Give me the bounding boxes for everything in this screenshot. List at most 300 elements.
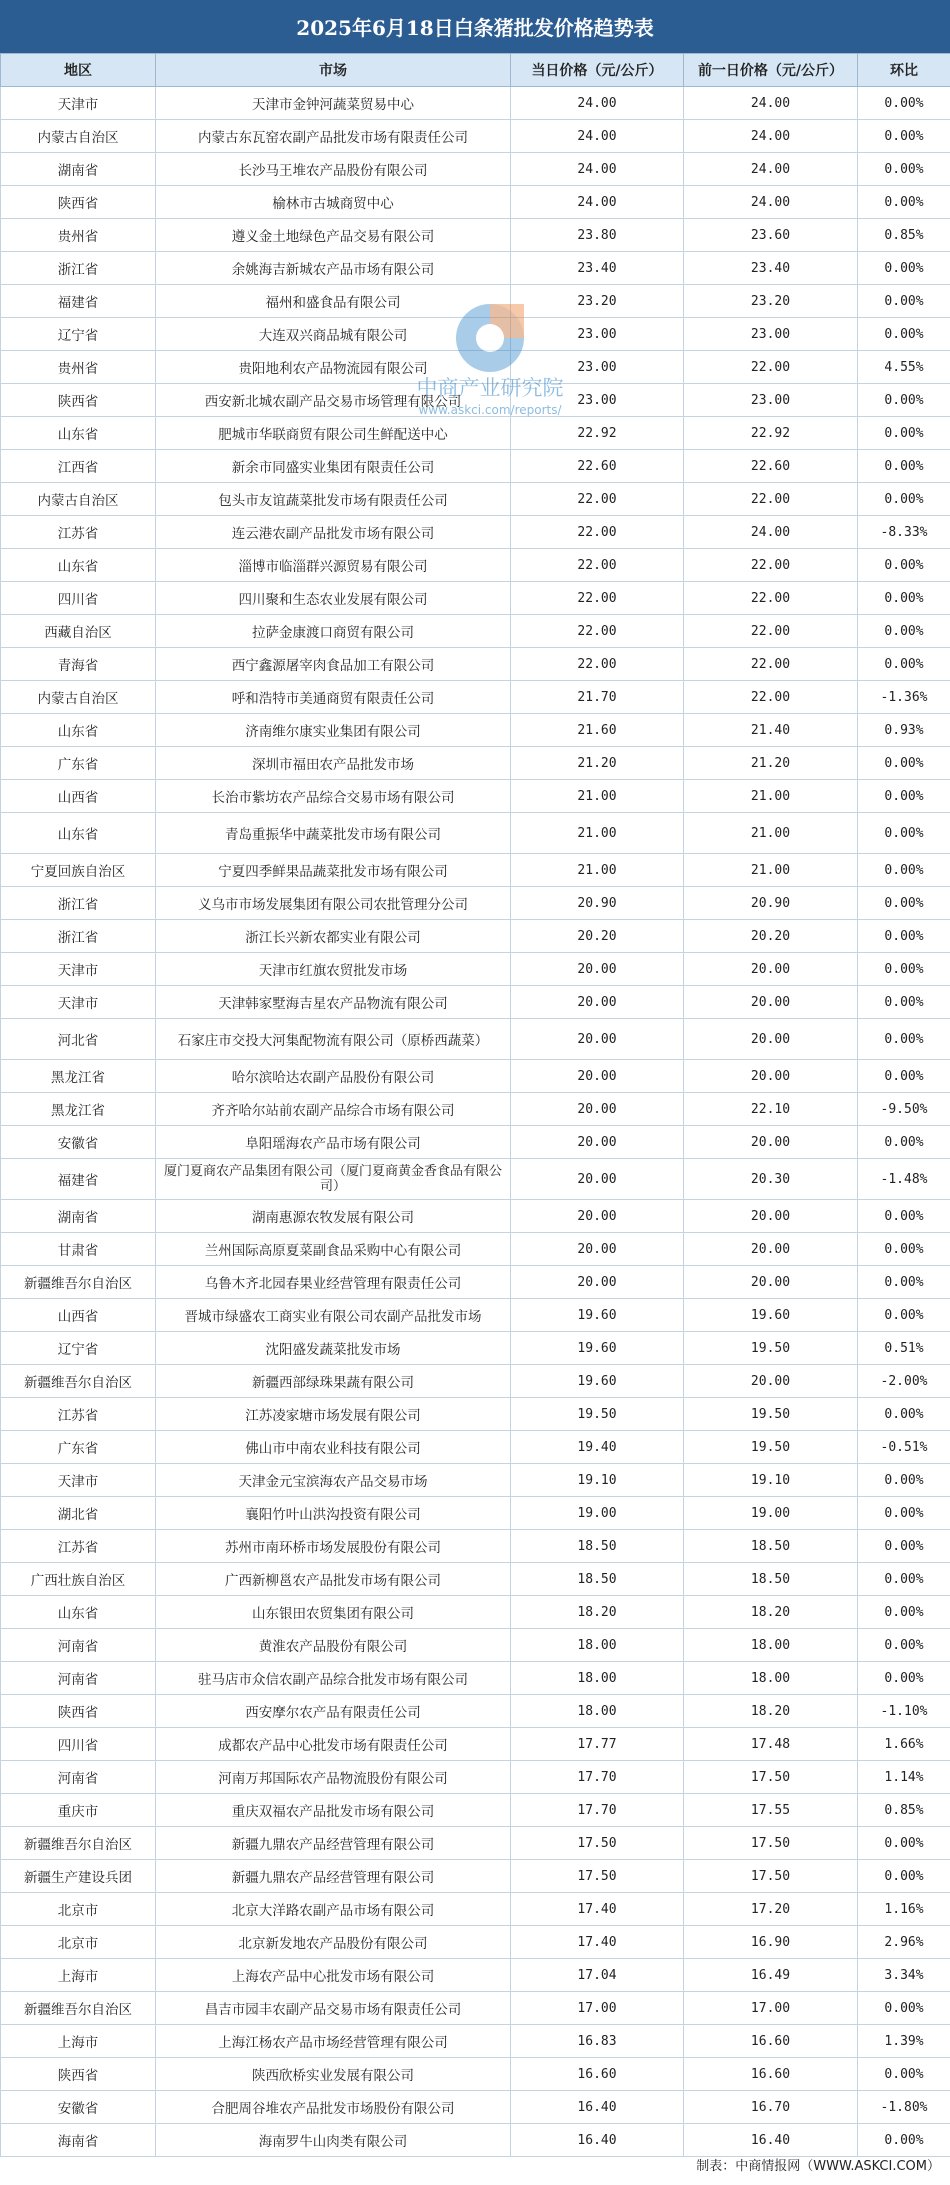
cell-today-price: 19.00 [511,1497,684,1530]
cell-prev-price: 20.00 [684,986,858,1019]
cell-change: 0.00% [858,813,950,854]
cell-region: 江苏省 [1,1398,156,1431]
cell-prev-price: 24.00 [684,87,858,120]
cell-region: 天津市 [1,986,156,1019]
cell-today-price: 20.00 [511,1159,684,1200]
cell-prev-price: 19.50 [684,1332,858,1365]
cell-change: 0.00% [858,1827,950,1860]
header-row [1,54,950,87]
table-row [1,219,950,252]
cell-market: 河南万邦国际农产品物流股份有限公司 [156,1761,511,1794]
cell-market: 晋城市绿盛农工商实业有限公司农副产品批发市场 [156,1299,511,1332]
cell-change: 0.00% [858,1299,950,1332]
cell-market: 浙江长兴新农都实业有限公司 [156,920,511,953]
cell-prev-price: 22.10 [684,1093,858,1126]
cell-change: 0.00% [858,953,950,986]
cell-change: 0.00% [858,87,950,120]
cell-prev-price: 24.00 [684,516,858,549]
cell-market: 新疆西部绿珠果蔬有限公司 [156,1365,511,1398]
cell-region: 山西省 [1,780,156,813]
table-row [1,648,950,681]
cell-prev-price: 22.00 [684,648,858,681]
cell-today-price: 21.20 [511,747,684,780]
cell-prev-price: 17.48 [684,1728,858,1761]
table-row [1,153,950,186]
cell-today-price: 16.83 [511,2025,684,2058]
cell-prev-price: 16.60 [684,2058,858,2091]
table-row [1,186,950,219]
cell-region: 辽宁省 [1,318,156,351]
cell-prev-price: 17.00 [684,1992,858,2025]
cell-change: -2.00% [858,1365,950,1398]
cell-region: 山东省 [1,1596,156,1629]
cell-change: 1.39% [858,2025,950,2058]
cell-today-price: 17.00 [511,1992,684,2025]
cell-today-price: 19.40 [511,1431,684,1464]
cell-region: 江苏省 [1,1530,156,1563]
cell-region: 内蒙古自治区 [1,681,156,714]
cell-change: 0.00% [858,2124,950,2157]
table-row [1,1398,950,1431]
cell-prev-price: 24.00 [684,120,858,153]
cell-market: 天津韩家墅海吉星农产品物流有限公司 [156,986,511,1019]
cell-prev-price: 24.00 [684,153,858,186]
cell-today-price: 21.60 [511,714,684,747]
cell-change: 0.00% [858,920,950,953]
cell-region: 山东省 [1,714,156,747]
header-change: 环比 [858,54,950,87]
cell-prev-price: 23.00 [684,384,858,417]
cell-change: 0.00% [858,1563,950,1596]
cell-change: 0.00% [858,1200,950,1233]
cell-region: 青海省 [1,648,156,681]
table-row [1,1563,950,1596]
header-market: 市场 [156,54,511,87]
cell-region: 新疆维吾尔自治区 [1,1365,156,1398]
cell-change: -1.48% [858,1159,950,1200]
cell-change: 0.00% [858,615,950,648]
cell-today-price: 19.60 [511,1332,684,1365]
header-prev-price: 前一日价格（元/公斤） [684,54,858,87]
cell-today-price: 18.00 [511,1695,684,1728]
table-row [1,1266,950,1299]
cell-prev-price: 23.40 [684,252,858,285]
table-row [1,120,950,153]
cell-today-price: 23.80 [511,219,684,252]
cell-region: 新疆生产建设兵团 [1,1860,156,1893]
cell-region: 山东省 [1,549,156,582]
table-row [1,417,950,450]
cell-market: 四川聚和生态农业发展有限公司 [156,582,511,615]
cell-market: 齐齐哈尔站前农副产品综合市场有限公司 [156,1093,511,1126]
cell-change: 0.00% [858,1398,950,1431]
cell-market: 昌吉市园丰农副产品交易市场有限责任公司 [156,1992,511,2025]
table-row [1,516,950,549]
cell-change: 0.00% [858,417,950,450]
cell-change: 0.00% [858,582,950,615]
cell-prev-price: 20.30 [684,1159,858,1200]
cell-region: 陕西省 [1,384,156,417]
cell-region: 北京市 [1,1893,156,1926]
price-table [0,53,950,2157]
cell-change: 0.00% [858,483,950,516]
cell-region: 河北省 [1,1019,156,1060]
cell-change: 0.00% [858,1596,950,1629]
cell-today-price: 17.50 [511,1860,684,1893]
cell-market: 上海农产品中心批发市场有限公司 [156,1959,511,1992]
cell-today-price: 20.00 [511,1126,684,1159]
cell-prev-price: 20.00 [684,953,858,986]
cell-prev-price: 21.20 [684,747,858,780]
cell-prev-price: 19.50 [684,1431,858,1464]
cell-region: 江西省 [1,450,156,483]
cell-market: 新疆九鼎农产品经营管理有限公司 [156,1827,511,1860]
cell-region: 浙江省 [1,252,156,285]
cell-change: 3.34% [858,1959,950,1992]
cell-change: 0.00% [858,450,950,483]
cell-change: 0.00% [858,1530,950,1563]
table-row [1,1464,950,1497]
cell-change: 0.85% [858,1794,950,1827]
table-row [1,986,950,1019]
cell-change: 0.00% [858,2058,950,2091]
cell-region: 贵州省 [1,351,156,384]
cell-today-price: 19.60 [511,1365,684,1398]
cell-today-price: 19.10 [511,1464,684,1497]
cell-prev-price: 21.00 [684,780,858,813]
cell-market: 余姚海吉新城农产品市场有限公司 [156,252,511,285]
table-row [1,384,950,417]
cell-today-price: 22.92 [511,417,684,450]
cell-region: 新疆维吾尔自治区 [1,1827,156,1860]
table-row [1,1126,950,1159]
cell-today-price: 17.77 [511,1728,684,1761]
cell-change: 0.51% [858,1332,950,1365]
table-row [1,1959,950,1992]
cell-change: 0.00% [858,1662,950,1695]
cell-change: 0.00% [858,747,950,780]
cell-region: 黑龙江省 [1,1093,156,1126]
cell-today-price: 18.00 [511,1662,684,1695]
cell-change: 0.00% [858,780,950,813]
cell-market: 兰州国际高原夏菜副食品采购中心有限公司 [156,1233,511,1266]
cell-region: 重庆市 [1,1794,156,1827]
table-row [1,87,950,120]
cell-region: 黑龙江省 [1,1060,156,1093]
cell-change: 0.00% [858,1060,950,1093]
cell-today-price: 24.00 [511,153,684,186]
cell-prev-price: 18.00 [684,1662,858,1695]
cell-market: 石家庄市交投大河集配物流有限公司（原桥西蔬菜） [156,1019,511,1060]
cell-market: 黄淮农产品股份有限公司 [156,1629,511,1662]
cell-change: 0.00% [858,120,950,153]
cell-change: 0.00% [858,1860,950,1893]
cell-change: -1.10% [858,1695,950,1728]
cell-region: 江苏省 [1,516,156,549]
table-row [1,1019,950,1060]
cell-today-price: 21.00 [511,780,684,813]
header-today-price: 当日价格（元/公斤） [511,54,684,87]
header-region: 地区 [1,54,156,87]
cell-region: 广东省 [1,747,156,780]
cell-change: 0.00% [858,887,950,920]
cell-market: 榆林市古城商贸中心 [156,186,511,219]
cell-change: 0.00% [858,1992,950,2025]
cell-market: 山东银田农贸集团有限公司 [156,1596,511,1629]
table-row [1,1728,950,1761]
cell-prev-price: 20.00 [684,1233,858,1266]
cell-market: 北京新发地农产品股份有限公司 [156,1926,511,1959]
cell-prev-price: 20.90 [684,887,858,920]
cell-region: 新疆维吾尔自治区 [1,1992,156,2025]
cell-region: 辽宁省 [1,1332,156,1365]
watermark-url: www.askci.com/reports/ [418,403,562,417]
cell-today-price: 22.60 [511,450,684,483]
cell-today-price: 19.60 [511,1299,684,1332]
cell-today-price: 17.70 [511,1761,684,1794]
cell-prev-price: 16.70 [684,2091,858,2124]
table-row [1,549,950,582]
table-row [1,1860,950,1893]
cell-today-price: 17.40 [511,1893,684,1926]
cell-prev-price: 22.00 [684,351,858,384]
cell-today-price: 22.00 [511,648,684,681]
cell-change: 0.00% [858,549,950,582]
cell-today-price: 18.00 [511,1629,684,1662]
table-row [1,1060,950,1093]
cell-change: 0.00% [858,986,950,1019]
cell-today-price: 23.40 [511,252,684,285]
cell-market: 海南罗牛山肉类有限公司 [156,2124,511,2157]
cell-prev-price: 23.20 [684,285,858,318]
cell-region: 贵州省 [1,219,156,252]
cell-change: 1.14% [858,1761,950,1794]
cell-today-price: 18.20 [511,1596,684,1629]
table-row [1,483,950,516]
cell-region: 河南省 [1,1761,156,1794]
table-row [1,1794,950,1827]
cell-today-price: 19.50 [511,1398,684,1431]
cell-prev-price: 20.00 [684,1266,858,1299]
cell-prev-price: 19.10 [684,1464,858,1497]
table-row [1,854,950,887]
cell-market: 广西新柳邕农产品批发市场有限公司 [156,1563,511,1596]
table-row [1,1332,950,1365]
cell-market: 阜阳瑶海农产品市场有限公司 [156,1126,511,1159]
table-row [1,1200,950,1233]
cell-today-price: 22.00 [511,483,684,516]
cell-region: 四川省 [1,582,156,615]
cell-region: 山东省 [1,417,156,450]
cell-today-price: 23.00 [511,384,684,417]
cell-market: 佛山市中南农业科技有限公司 [156,1431,511,1464]
cell-change: 2.96% [858,1926,950,1959]
cell-market: 宁夏四季鲜果品蔬菜批发市场有限公司 [156,854,511,887]
table-row [1,953,950,986]
table-row [1,1926,950,1959]
table-row [1,1761,950,1794]
cell-today-price: 17.40 [511,1926,684,1959]
cell-market: 拉萨金康渡口商贸有限公司 [156,615,511,648]
cell-prev-price: 20.00 [684,1365,858,1398]
cell-today-price: 17.04 [511,1959,684,1992]
table-row [1,615,950,648]
table-row [1,681,950,714]
cell-prev-price: 16.49 [684,1959,858,1992]
cell-prev-price: 22.00 [684,681,858,714]
cell-region: 湖南省 [1,153,156,186]
cell-today-price: 24.00 [511,186,684,219]
cell-change: -8.33% [858,516,950,549]
cell-region: 内蒙古自治区 [1,120,156,153]
cell-prev-price: 17.50 [684,1761,858,1794]
cell-market: 青岛重振华中蔬菜批发市场有限公司 [156,813,511,854]
table-row [1,1662,950,1695]
cell-market: 苏州市南环桥市场发展股份有限公司 [156,1530,511,1563]
source-note: 制表：中商情报网（WWW.ASKCI.COM） [696,2159,940,2174]
cell-prev-price: 21.40 [684,714,858,747]
cell-prev-price: 19.00 [684,1497,858,1530]
table-row [1,1629,950,1662]
cell-change: 0.00% [858,384,950,417]
table-row [1,747,950,780]
cell-today-price: 18.50 [511,1563,684,1596]
cell-market: 陕西欣桥实业发展有限公司 [156,2058,511,2091]
cell-market: 肥城市华联商贸有限公司生鲜配送中心 [156,417,511,450]
table-row [1,2025,950,2058]
table-row [1,1299,950,1332]
cell-market: 合肥周谷堆农产品批发市场股份有限公司 [156,2091,511,2124]
cell-today-price: 20.90 [511,887,684,920]
table-row [1,780,950,813]
cell-region: 宁夏回族自治区 [1,854,156,887]
cell-change: 0.00% [858,854,950,887]
cell-market: 西宁鑫源屠宰肉食品加工有限公司 [156,648,511,681]
table-row [1,1893,950,1926]
cell-market: 大连双兴商品城有限公司 [156,318,511,351]
table-row [1,450,950,483]
cell-prev-price: 22.00 [684,582,858,615]
cell-prev-price: 18.50 [684,1563,858,1596]
cell-today-price: 23.00 [511,318,684,351]
cell-market: 义乌市市场发展集团有限公司农批管理分公司 [156,887,511,920]
cell-change: 1.66% [858,1728,950,1761]
cell-prev-price: 20.00 [684,1060,858,1093]
cell-market: 上海江杨农产品市场经营管理有限公司 [156,2025,511,2058]
cell-region: 上海市 [1,2025,156,2058]
cell-prev-price: 21.00 [684,854,858,887]
cell-prev-price: 17.50 [684,1827,858,1860]
cell-prev-price: 24.00 [684,186,858,219]
cell-prev-price: 22.92 [684,417,858,450]
cell-change: -1.36% [858,681,950,714]
cell-today-price: 24.00 [511,87,684,120]
cell-today-price: 20.00 [511,1233,684,1266]
table-row [1,252,950,285]
table-row [1,2058,950,2091]
cell-market: 呼和浩特市美通商贸有限责任公司 [156,681,511,714]
cell-region: 天津市 [1,1464,156,1497]
cell-change: 4.55% [858,351,950,384]
cell-today-price: 23.00 [511,351,684,384]
cell-region: 甘肃省 [1,1233,156,1266]
cell-region: 陕西省 [1,2058,156,2091]
cell-today-price: 16.40 [511,2124,684,2157]
cell-today-price: 20.00 [511,1200,684,1233]
cell-change: 0.00% [858,1629,950,1662]
cell-market: 贵阳地利农产品物流园有限公司 [156,351,511,384]
table-row [1,1093,950,1126]
cell-market: 西安新北城农副产品交易市场管理有限公司 [156,384,511,417]
cell-region: 北京市 [1,1926,156,1959]
table-row [1,582,950,615]
cell-change: -9.50% [858,1093,950,1126]
cell-today-price: 21.00 [511,813,684,854]
table-row [1,1530,950,1563]
table-row [1,1233,950,1266]
cell-market: 天津金元宝滨海农产品交易市场 [156,1464,511,1497]
cell-region: 天津市 [1,953,156,986]
cell-market: 连云港农副产品批发市场有限公司 [156,516,511,549]
watermark-name: 中商产业研究院 [416,376,564,400]
cell-prev-price: 22.60 [684,450,858,483]
cell-today-price: 17.50 [511,1827,684,1860]
cell-market: 福州和盛食品有限公司 [156,285,511,318]
cell-market: 西安摩尔农产品有限责任公司 [156,1695,511,1728]
cell-market: 厦门夏商农产品集团有限公司（厦门夏商黄金香食品有限公司） [156,1159,511,1200]
cell-change: 0.00% [858,1233,950,1266]
cell-market: 内蒙古东瓦窑农副产品批发市场有限责任公司 [156,120,511,153]
cell-change: 0.85% [858,219,950,252]
cell-prev-price: 20.20 [684,920,858,953]
cell-change: 0.00% [858,648,950,681]
table-row [1,351,950,384]
table-row [1,1497,950,1530]
cell-market: 天津市红旗农贸批发市场 [156,953,511,986]
table-row [1,1695,950,1728]
cell-market: 襄阳竹叶山洪沟投资有限公司 [156,1497,511,1530]
cell-prev-price: 16.40 [684,2124,858,2157]
cell-market: 重庆双福农产品批发市场有限公司 [156,1794,511,1827]
cell-prev-price: 20.00 [684,1126,858,1159]
cell-region: 广西壮族自治区 [1,1563,156,1596]
cell-change: 0.00% [858,1266,950,1299]
cell-change: 0.93% [858,714,950,747]
cell-change: 0.00% [858,153,950,186]
cell-today-price: 22.00 [511,615,684,648]
cell-today-price: 21.70 [511,681,684,714]
cell-change: 0.00% [858,252,950,285]
cell-today-price: 20.00 [511,1266,684,1299]
table-row [1,1992,950,2025]
table-row [1,714,950,747]
cell-prev-price: 19.50 [684,1398,858,1431]
cell-change: 1.16% [858,1893,950,1926]
cell-change: 0.00% [858,1019,950,1060]
cell-today-price: 17.70 [511,1794,684,1827]
table-body [1,87,950,2157]
cell-market: 遵义金土地绿色产品交易有限公司 [156,219,511,252]
cell-today-price: 22.00 [511,516,684,549]
cell-prev-price: 16.90 [684,1926,858,1959]
cell-prev-price: 17.55 [684,1794,858,1827]
cell-today-price: 18.50 [511,1530,684,1563]
cell-prev-price: 16.60 [684,2025,858,2058]
table-row [1,1159,950,1200]
cell-region: 广东省 [1,1431,156,1464]
cell-market: 驻马店市众信农副产品综合批发市场有限公司 [156,1662,511,1695]
table-row [1,285,950,318]
